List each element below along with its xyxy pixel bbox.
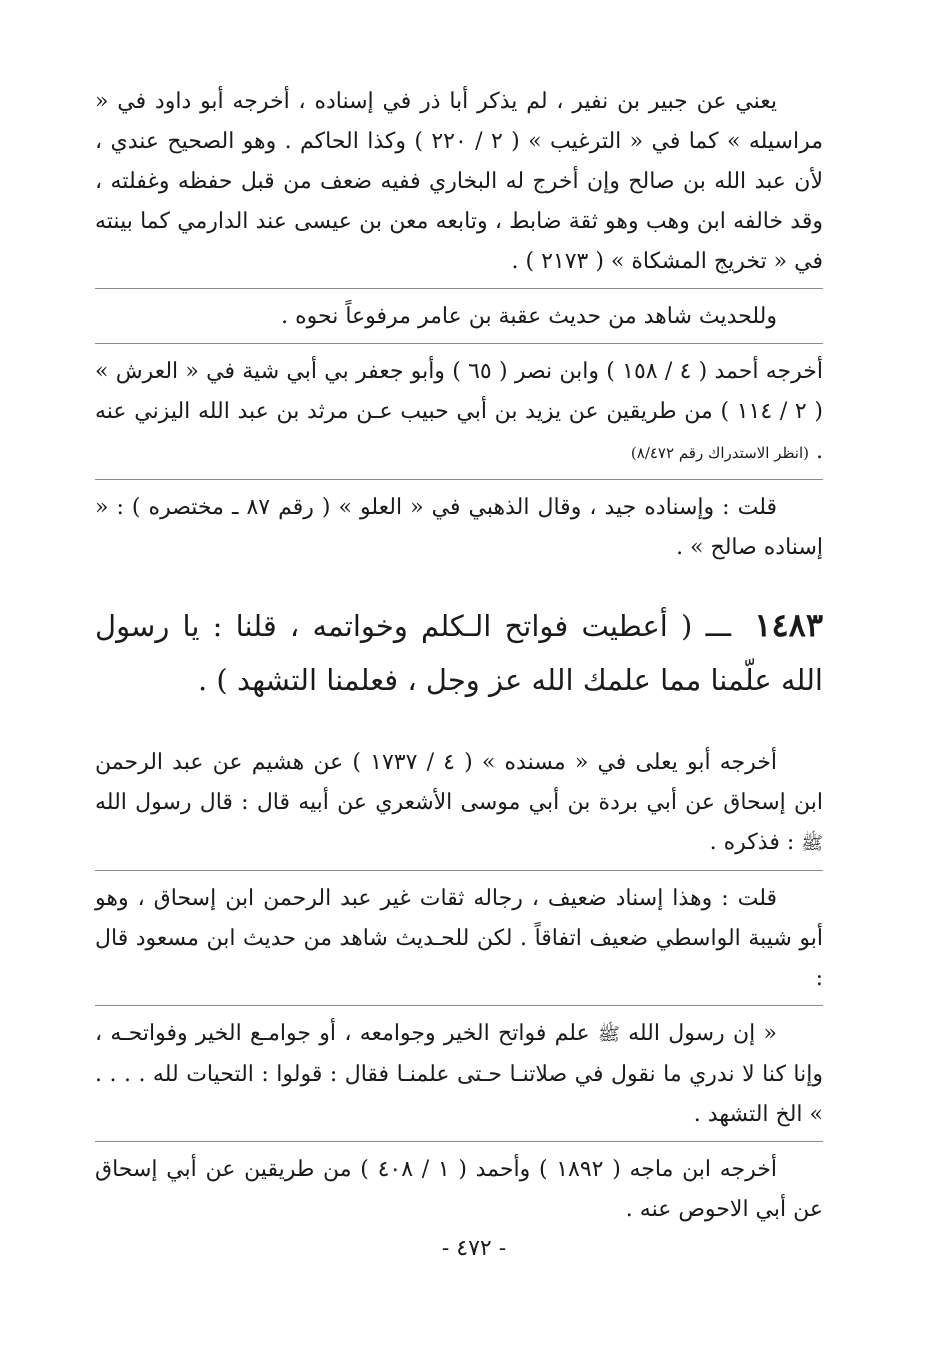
salutation-glyph: ﷺ (598, 1024, 620, 1045)
paragraph-8: أخرجه ابن ماجه ( ١٨٩٢ ) وأحمد ( ١ / ٤٠٨ ) من طريقين عن أبي إسحاق عن أبي الاحوص عنه . (95, 1157, 823, 1222)
cross-reference-note: (انظر الاستدراك رقم ٨/٤٧٢) (630, 444, 809, 462)
divider (95, 1005, 823, 1006)
divider (95, 288, 823, 289)
paragraph-3 (95, 352, 823, 473)
paragraph-6: قلت : وهذا إسناد ضعيف ، رجاله ثقات غير عبد الرحمن ابن إسحاق ، وهو أبو شيبة الواسطي ضعيف اتفاقاً . لكن للحـديث شاهد من حديث ابن مسعود قال : (95, 886, 823, 991)
paragraph-3-text: أخرجه أحمد ( ٤ / ١٥٨ ) وابن نصر ( ٦٥ ) وأبو جعفر بي أبي شية في « العرش » ( ٢ / ١١٤ ) من طريقين عن يزيد بن أبي حبيب عـن مرثد بن عبد الله اليزني عنه . (95, 359, 823, 464)
paragraph-7-rest: علم فواتح الخير وجوامعه ، أو جوامـع الخير وفواتحـه ، وإنا كنا لا ندري ما نقول في صلاتنـا حـتى علمنـا فقال : قولوا : التحيات لله . . . . » الخ التشهد . (95, 1021, 823, 1127)
hadith-text: ( أعطيت فواتح الـكلم وخواتمه ، قلنا : يا رسول الله علّمنا مما علمك الله عز وجل ، فعلمنا التشهد ) . (95, 609, 823, 697)
paragraph-5-tail: : فذكره . (709, 830, 795, 855)
paragraph-2: وللحديث شاهد من حديث عقبة بن عامر مرفوعاً نحوه . (281, 304, 777, 329)
page-number: - ٤٧٢ - (441, 1236, 507, 1261)
paragraph-4: قلت : وإسناده جيد ، وقال الذهبي في « العلو » ( رقم ٨٧ ـ مختصره ) : « إسناده صالح » . (95, 495, 823, 560)
page-body (95, 82, 823, 1230)
divider (95, 870, 823, 871)
hadith-dash: ـــ (705, 609, 732, 643)
divider (95, 479, 823, 480)
hadith-heading (95, 598, 823, 707)
paragraph-5-text: أخرجه أبو يعلى في « مسنده » ( ٤ / ١٧٣٧ ) عن هشيم عن عبد الرحمن ابن إسحاق عن أبي بردة بن أبي موسى الأشعري عن أبيه قال : قال رسول الله (95, 750, 823, 815)
salutation-glyph: ﷺ (801, 833, 823, 854)
paragraph-1: يعني عن جبير بن نفير ، لم يذكر أبا ذر في إسناده ، أخرجه أبو داود في « مراسيله » كما في « الترغيب » ( ٢ / ٢٢٠ ) وكذا الحاكم . وهو الصحيح عندي ، لأن عبد الله بن صالح وإن أخرج له البخاري ففيه ضعف من قبل حفظه وغفلته ، وقد خالفه ابن وهب وهو ثقة ضابط ، وتابعه معن بن عيسى عند الدارمي كما بينته في « تخريج المشكاة » ( ٢١٧٣ ) . (95, 89, 824, 274)
divider (95, 1141, 823, 1142)
divider (95, 343, 823, 344)
paragraph-7-start: « إن رسول الله (628, 1021, 778, 1046)
paragraph-5 (95, 743, 823, 864)
hadith-number: ١٤٨٣ (754, 606, 824, 644)
paragraph-7 (95, 1014, 823, 1135)
